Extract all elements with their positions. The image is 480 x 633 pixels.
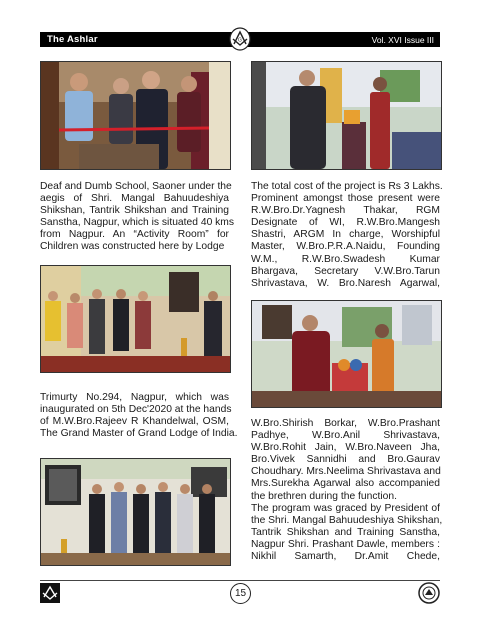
text-line: Bro.Vivek Sannidhi and Bro.Gaurav xyxy=(251,454,440,466)
text-line: Nagpur Shri. Prashant Dawle, members : xyxy=(251,538,440,550)
ribbon-cutting-photo xyxy=(40,61,231,170)
text-line: of M.W.Bro.Rajeev R Khandelwal, OSM, xyxy=(40,416,229,428)
text-line: Padhye, W.Bro.Anil Shrivastava, xyxy=(251,430,440,442)
text-line: W.M., R.W.Bro.Swadesh Kumar xyxy=(251,253,440,265)
left-paragraph-2 xyxy=(40,392,238,440)
compass-square-emblem-icon xyxy=(229,27,251,51)
magazine-title: The Ashlar xyxy=(47,34,98,45)
text-line: W.Bro.Rohit Jain, W.Bro.Naveen Jha, xyxy=(251,442,440,454)
text-line: Designate of WI, R.W.Bro.Mangesh xyxy=(251,217,440,229)
text-line: Shastri, ARGM In charge, Worshipful xyxy=(251,229,440,241)
text-line: aegis of Shri. Mangal Bahuudeshiya xyxy=(40,193,229,205)
text-line: Tantrik Shikshan and Training Sanstha, xyxy=(251,526,440,538)
footer-rule xyxy=(40,580,440,581)
text-line: The Grand Master of Grand Lodge of India. xyxy=(40,428,238,440)
lodge-seal-icon xyxy=(418,582,438,602)
text-line: R.W.Bro.Dr.Yagnesh Thakar, RGM xyxy=(251,205,440,217)
text-line: Master, W.Bro.P.R.A.Naidu, Founding xyxy=(251,241,440,253)
text-line: Nikhil Samarth, Dr.Amit Chede, xyxy=(251,551,440,563)
text-line: Sanstha, Nagpur, which is situated 40 kms xyxy=(40,217,235,229)
text-line: Trimurty No.294, Nagpur, which was xyxy=(40,392,229,403)
text-line: The program was graced by President of xyxy=(251,502,440,514)
text-line: Mrs.Surekha Agarwal also accompanied xyxy=(251,478,440,490)
text-line: from Nagpur. An “Activity Room” for xyxy=(40,229,229,241)
text-line: inaugurated on 5th Dec'2020 at the hands xyxy=(40,404,232,416)
right-paragraph-1 xyxy=(251,181,443,290)
text-line: the brethren during the function. xyxy=(251,490,397,502)
felicitation-photo-2 xyxy=(251,300,442,408)
group-photo-2 xyxy=(40,458,231,566)
left-paragraph-1 xyxy=(40,181,235,254)
page-number: 15 xyxy=(230,583,251,604)
text-line: W.Bro.Shirish Borkar, W.Bro.Prashant xyxy=(251,418,440,429)
text-line: The total cost of the project is Rs 3 Lakhs. xyxy=(251,181,443,192)
text-line: Prominent amongst those present were xyxy=(251,193,440,205)
issue-label: Vol. XVI Issue III xyxy=(371,35,434,45)
text-line: Choudhary. Mrs.Neelima Shrivastava and xyxy=(251,466,441,478)
felicitation-photo-1 xyxy=(251,61,442,170)
text-line: the Shri. Mangal Bahuudeshiya Shikshan, xyxy=(251,514,443,526)
svg-text:G: G xyxy=(238,37,242,44)
text-line: Shrivastava, W. Bro.Naresh Agarwal, xyxy=(251,277,440,289)
text-line: Shikshan, Tantrik Shikshan and Training xyxy=(40,205,229,217)
right-paragraph-2 xyxy=(251,418,443,563)
text-line: Bhargava, Secretary V.W.Bro.Tarun xyxy=(251,265,440,277)
compass-square-emblem-icon xyxy=(40,583,60,603)
group-photo-1 xyxy=(40,265,231,373)
text-line: Children was constructed here by Lodge xyxy=(40,241,225,253)
text-line: Deaf and Dumb School, Saoner under the xyxy=(40,181,232,192)
